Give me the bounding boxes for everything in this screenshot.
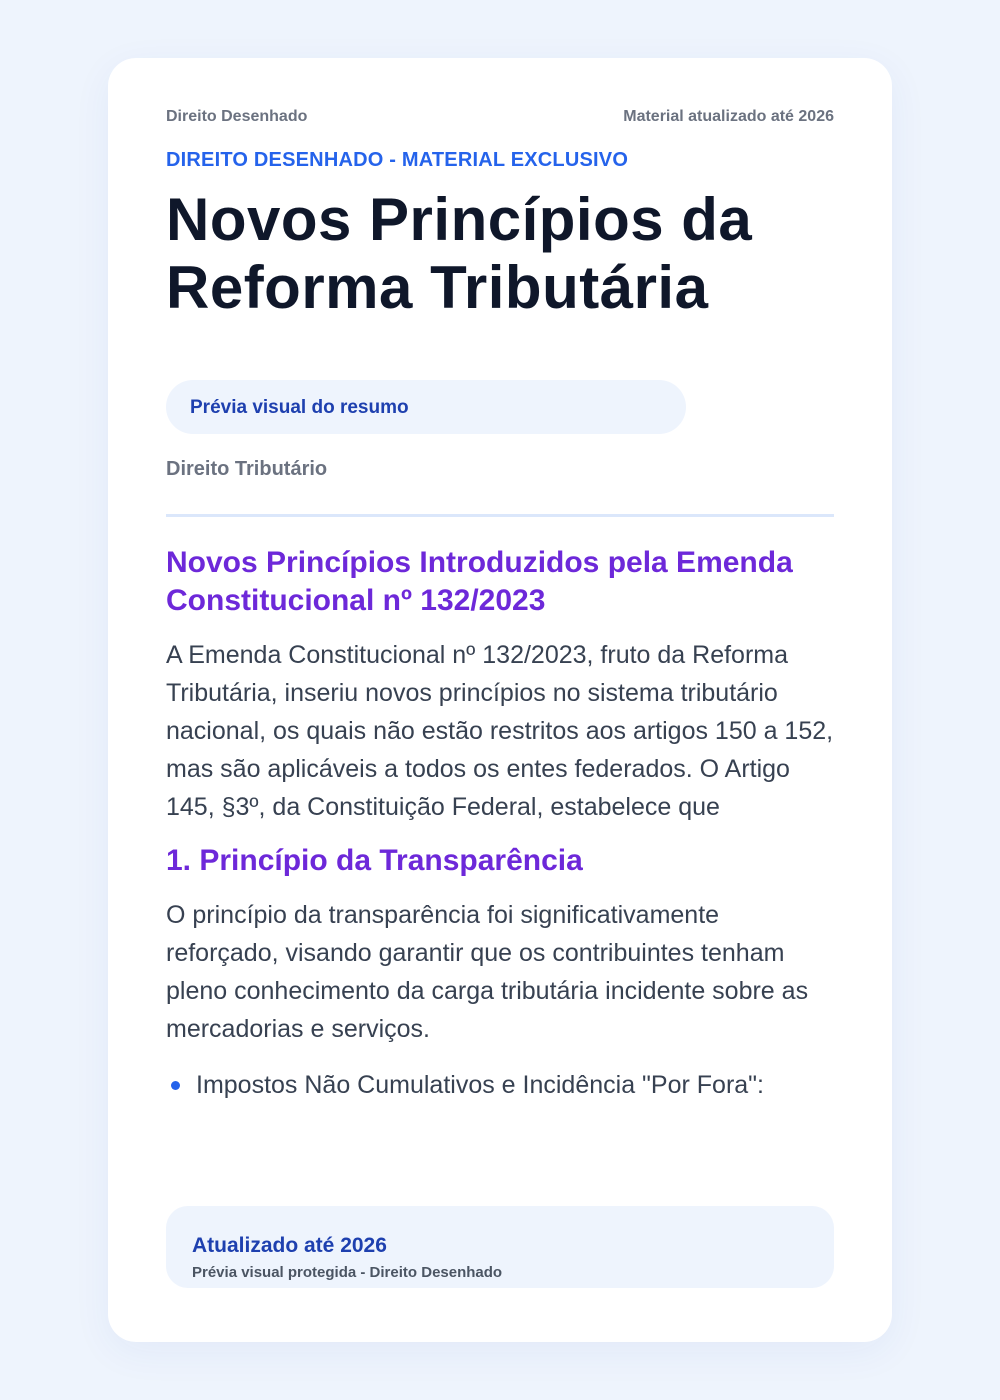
top-bar: [166, 108, 834, 128]
bullet-dot-icon: [171, 1081, 180, 1090]
list-item: [166, 1066, 834, 1104]
bullet-list: [166, 1066, 834, 1104]
section-heading-transparency: 1. Princípio da Transparência: [166, 844, 583, 877]
brand-name: Direito Desenhado: [166, 108, 308, 125]
kicker-label: DIREITO DESENHADO - MATERIAL EXCLUSIVO: [166, 149, 629, 171]
section-body-transparency: O princípio da transparência foi significativamente reforçado, visando garantir que os contribuintes tenham pleno conhecimento da carga tributária incidente sobre as mercadorias e serviços.: [166, 901, 809, 1043]
footer-title: Atualizado até 2026: [192, 1234, 387, 1257]
card-content: [166, 58, 834, 1342]
update-note: Material atualizado até 2026: [623, 108, 834, 125]
footer-box: [166, 1206, 834, 1288]
document-card: [108, 58, 892, 1342]
divider: [166, 514, 834, 517]
section-body-intro: A Emenda Constitucional nº 132/2023, fruto da Reforma Tributária, inseriu novos princípios no sistema tributário nacional, os quais não estão restritos aos artigos 150 a 152, mas são aplicáveis a todos os entes federados. O Artigo 145, §3º, da Constituição Federal, estabelece que: [166, 641, 834, 821]
section-heading-intro: Novos Princípios Introduzidos pela Emenda Constitucional nº 132/2023: [166, 546, 793, 617]
category-label: Direito Tributário: [166, 458, 328, 480]
footer-subtitle: Prévia visual protegida - Direito Desenhado: [192, 1264, 503, 1281]
preview-pill: [166, 380, 686, 434]
preview-pill-label: Prévia visual do resumo: [190, 397, 409, 418]
page-title: Novos Princípios da Reforma Tributária: [166, 186, 753, 321]
list-item-text: Impostos Não Cumulativos e Incidência "Por Fora":: [196, 1071, 764, 1099]
